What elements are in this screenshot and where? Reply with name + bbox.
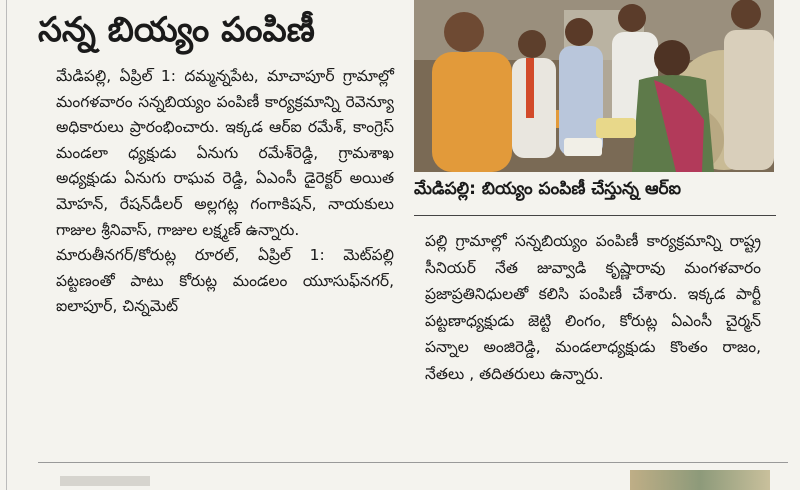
next-article-fragment <box>60 476 150 486</box>
left-column <box>56 64 394 320</box>
caption-divider <box>414 215 776 216</box>
bottom-divider <box>38 462 788 463</box>
news-photo <box>414 0 774 172</box>
next-photo-fragment <box>630 470 770 490</box>
photo-caption: మేడిపల్లి: బియ్యం పంపిణీ చేస్తున్న ఆర్ఐ <box>414 179 681 199</box>
paragraph-marutinagar: మారుతీనగర్/కోరుట్ల రూరల్, ఏప్రిల్ 1: మెట్‌పల్లి పట్టణంతో పాటు కోరుట్ల మండలం యూసుఫ్‌నగర్, ఐలాపూర్, చిన్నమెట్ <box>56 246 394 316</box>
column-divider-left <box>6 0 7 490</box>
photo-illustration <box>414 0 774 172</box>
paragraph-continuation: పల్లి గ్రామాల్లో సన్నబియ్యం పంపిణీ కార్యక్రమాన్ని రాష్ట్ర సీనియర్ నేత జువ్వాడి కృష్ణారావు మంగళవారం ప్రజాప్రతినిధులతో కలిసి పంపిణీ చేశారు. ఇక్కడ పార్టీ పట్టణాధ్యక్షుడు జెట్టి లింగం, కోరుట్ల ఏఎంసీ చైర్మన్ పన్నాల అంజిరెడ్డి, మండలాధ్యక్షుడు కొంతం రాజం, నేతలు , తదితరులు ఉన్నారు. <box>425 232 761 383</box>
paragraph-medipalli: మేడిపల్లి, ఏప్రిల్ 1: దమ్మన్నపేట, మాచాపూర్ గ్రామాల్లో మంగళవారం సన్నబియ్యం పంపిణీ కార్యక్రమాన్ని రెవెన్యూ అధికారులు ప్రారంభించారు. ఇక్కడ ఆర్ఐ రమేశ్, కాంగ్రెస్ మండలా ధ్యక్షుడు ఏనుగు రమేశ్‌రెడ్డి, గ్రామశాఖ అధ్యక్షుడు ఏనుగు రాఘవ రెడ్డి, ఏఎంసీ డైరెక్టర్ అయిత మోహన్, రేషన్‌డీలర్ అల్లగట్ల గంగాకిషన్, నాయకులు గాజుల శ్రీనివాస్, గాజుల లక్ష్మణ్ ఉన్నారు. <box>56 67 394 239</box>
headline: సన్న బియ్యం పంపిణీ <box>38 10 315 50</box>
right-column <box>425 228 761 387</box>
